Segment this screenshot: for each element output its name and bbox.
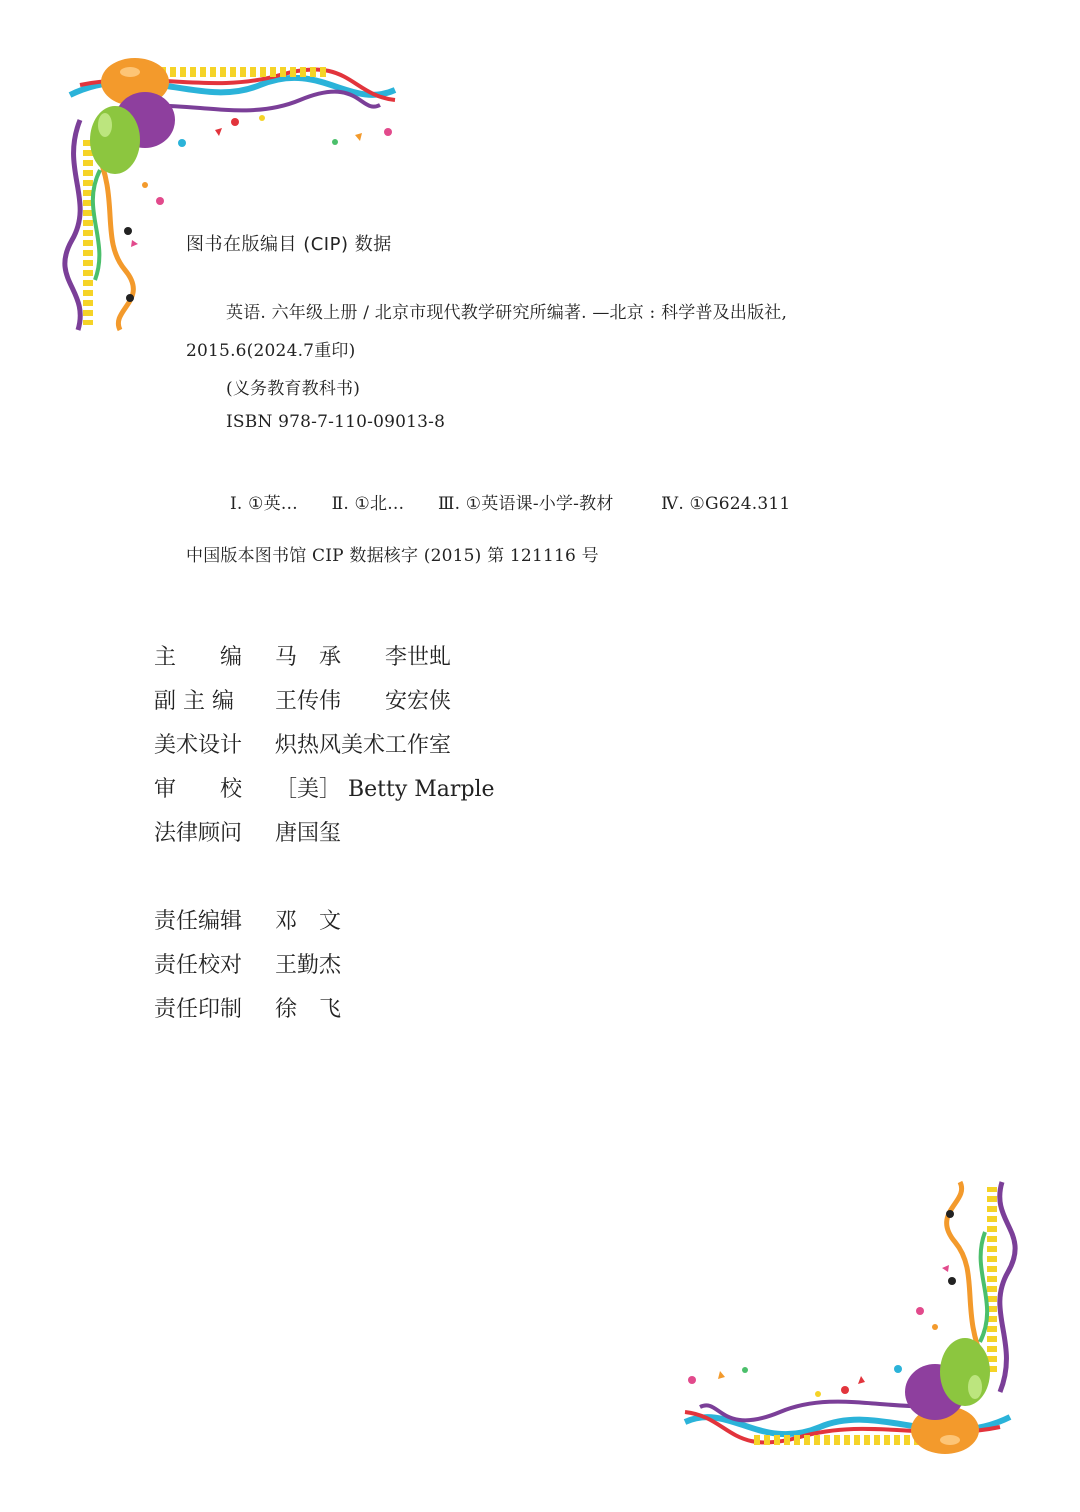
credit-name: 王传伟 安宏侠 xyxy=(275,689,452,714)
credit-row xyxy=(154,772,495,803)
credit-name: ［美］ Betty Marple xyxy=(275,777,495,802)
cip-record-line-1: 英语. 六年级上册 / 北京市现代教学研究所编著. —北京 : 科学普及出版社, xyxy=(226,303,788,323)
credit-row xyxy=(154,684,451,715)
orange-ribbon-left xyxy=(96,150,133,330)
cip-record-line-2: 2015.6(2024.7重印) xyxy=(186,341,356,361)
responsible-row xyxy=(154,992,341,1023)
classification-2: Ⅱ. ①北… xyxy=(331,494,405,514)
credit-name: 马 承 李世虬 xyxy=(275,645,452,670)
responsible-role: 责任印制 xyxy=(154,997,243,1022)
cip-heading: 图书在版编目 (CIP) 数据 xyxy=(186,234,392,255)
classification-4: Ⅳ. ①G624.311 xyxy=(661,494,791,514)
responsible-name: 邓 文 xyxy=(275,909,342,934)
classification-3: Ⅲ. ①英语课-小学-教材 xyxy=(438,494,614,514)
cip-series: (义务教育教科书) xyxy=(226,379,361,399)
responsible-role: 责任编辑 xyxy=(154,909,243,934)
responsible-row xyxy=(154,948,341,979)
credit-role: 副 主 编 xyxy=(154,689,234,714)
credit-row xyxy=(154,640,451,671)
purple-ribbon-left xyxy=(1000,1182,1015,1392)
green-ribbon-left xyxy=(93,170,100,280)
purple-ribbon-left xyxy=(65,120,80,330)
credit-role: 审 校 xyxy=(154,777,243,802)
credit-row xyxy=(154,816,341,847)
credit-role: 主 编 xyxy=(154,645,243,670)
classification-1: Ⅰ. ①英… xyxy=(230,494,298,514)
credit-role: 美术设计 xyxy=(154,733,243,758)
responsible-name: 徐 飞 xyxy=(275,997,342,1022)
green-balloon xyxy=(940,1338,990,1406)
cip-isbn: ISBN 978-7-110-09013-8 xyxy=(226,412,446,432)
bottom-right-balloon-decoration xyxy=(660,1160,1080,1512)
cip-classification xyxy=(230,489,790,514)
credit-name: 炽热风美术工作室 xyxy=(275,733,452,758)
credit-role: 法律顾问 xyxy=(154,821,243,846)
green-ribbon-left xyxy=(980,1232,987,1342)
responsible-name: 王勤杰 xyxy=(275,953,342,978)
responsible-role: 责任校对 xyxy=(154,953,243,978)
responsible-row xyxy=(154,904,341,935)
green-balloon xyxy=(90,106,140,174)
credit-row xyxy=(154,728,451,759)
credit-name: 唐国玺 xyxy=(275,821,342,846)
cip-number: 中国版本图书馆 CIP 数据核字 (2015) 第 121116 号 xyxy=(186,546,599,566)
orange-ribbon-left xyxy=(947,1182,984,1362)
